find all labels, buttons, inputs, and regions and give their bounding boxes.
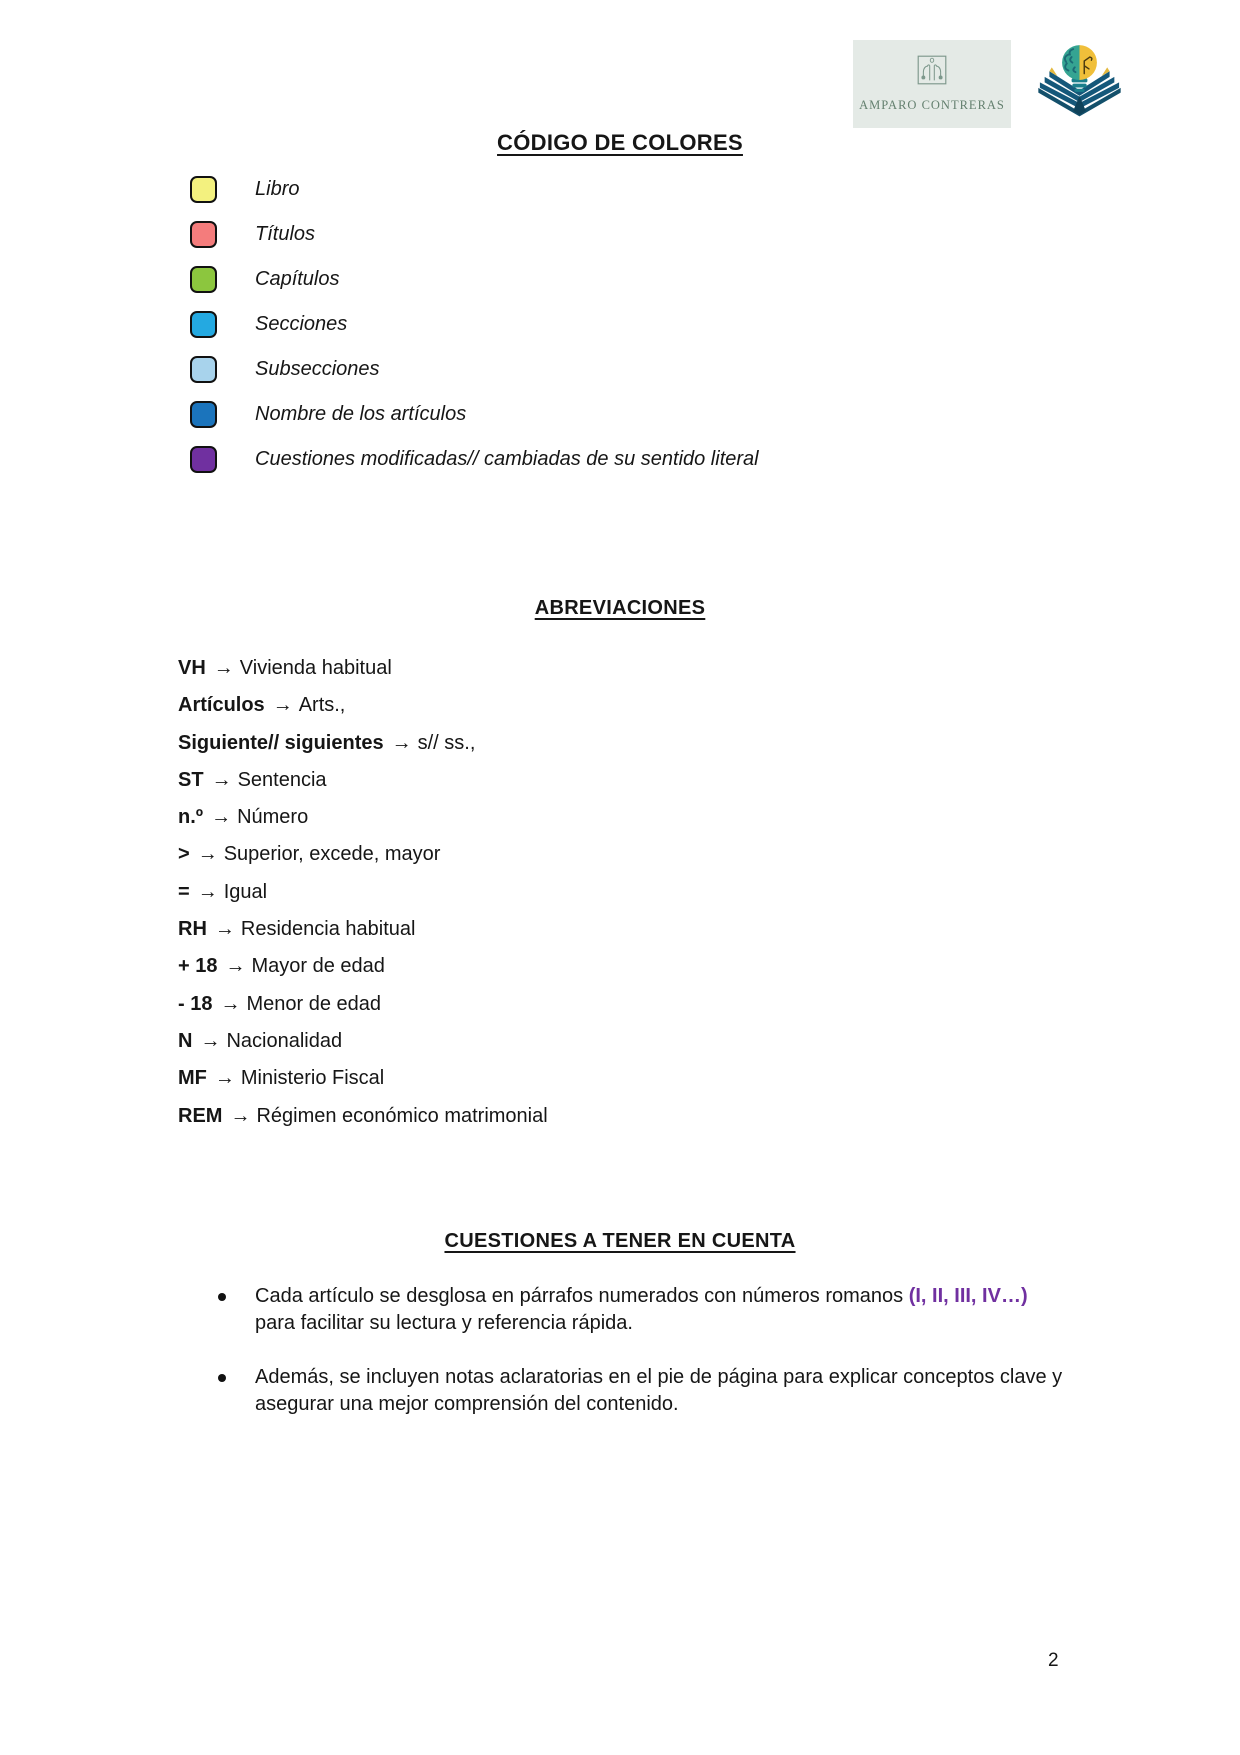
abbrev-meaning: Menor de edad bbox=[246, 992, 382, 1015]
abbrev-row-superior bbox=[178, 836, 548, 873]
abbrev-row-mf bbox=[178, 1060, 548, 1097]
arrow-icon: → bbox=[213, 657, 234, 679]
arrow-icon: → bbox=[214, 918, 235, 941]
abbrev-meaning: Arts., bbox=[298, 694, 346, 717]
legend-label: Títulos bbox=[255, 223, 316, 245]
legend-row-modificadas bbox=[190, 446, 759, 473]
arrow-icon: → bbox=[391, 731, 412, 754]
legend-row-subsecciones bbox=[190, 356, 759, 383]
abbrev-term: N bbox=[178, 1029, 193, 1052]
legend-row-libro bbox=[190, 176, 759, 203]
abbrev-meaning: Igual bbox=[223, 880, 268, 903]
arrow-icon: → bbox=[197, 880, 218, 903]
abbrev-meaning: Superior, excede, mayor bbox=[223, 843, 441, 866]
note-text bbox=[255, 1283, 1070, 1337]
abbrev-meaning: Régimen económico matrimonial bbox=[256, 1104, 548, 1127]
note-segment: Además, se incluyen notas aclaratorias en el pie de página para explicar conceptos clave y asegurar una mejor comprensión del contenido. bbox=[255, 1366, 1063, 1415]
abbrev-meaning: Residencia habitual bbox=[240, 918, 416, 941]
legend-label: Nombre de los artículos bbox=[255, 403, 467, 425]
color-swatch-subsecciones bbox=[190, 356, 217, 383]
arrow-icon: → bbox=[225, 955, 246, 978]
note-bullet-2 bbox=[218, 1364, 1078, 1418]
abbrev-meaning: Sentencia bbox=[237, 768, 327, 791]
abbrev-meaning: Número bbox=[237, 806, 309, 829]
note-bullet-1 bbox=[218, 1283, 1078, 1337]
abbrev-term: = bbox=[178, 880, 190, 903]
color-legend bbox=[190, 176, 759, 491]
note-segment: Cada artículo se desglosa en párrafos numerados con números romanos bbox=[255, 1285, 909, 1307]
legend-label: Libro bbox=[255, 178, 300, 200]
abbrev-term: Siguiente// siguientes bbox=[178, 731, 384, 754]
abbrev-term: MF bbox=[178, 1067, 207, 1090]
notes-title bbox=[0, 1230, 1240, 1253]
abbrev-row-numero bbox=[178, 799, 548, 836]
legend-row-titulos bbox=[190, 221, 759, 248]
abbrev-meaning: s// ss., bbox=[417, 731, 476, 754]
abbrev-row-mayor-edad bbox=[178, 948, 548, 985]
abbrev-term: Artículos bbox=[178, 694, 265, 717]
abbrev-term: n.º bbox=[178, 806, 204, 829]
bullet-dot-icon bbox=[218, 1293, 226, 1301]
abbrev-row-siguiente bbox=[178, 725, 548, 762]
abbrev-meaning: Ministerio Fiscal bbox=[240, 1067, 385, 1090]
arrow-icon: → bbox=[211, 806, 232, 829]
note-segment-accent: (I, II, III, IV…) bbox=[908, 1285, 1028, 1307]
abbrev-meaning: Vivienda habitual bbox=[239, 657, 392, 679]
abbrev-term: RH bbox=[178, 918, 207, 941]
brain-bulb-book-icon bbox=[1032, 30, 1127, 130]
arrow-icon: → bbox=[230, 1104, 251, 1127]
legend-row-articulos bbox=[190, 401, 759, 428]
abbrev-row-rh bbox=[178, 911, 548, 948]
abbrev-term: VH bbox=[178, 657, 206, 679]
arrow-icon: → bbox=[197, 843, 218, 866]
abbrev-term: - 18 bbox=[178, 992, 213, 1015]
color-swatch-secciones bbox=[190, 311, 217, 338]
page-title bbox=[0, 130, 1240, 156]
note-text bbox=[255, 1364, 1070, 1418]
arrow-icon: → bbox=[272, 694, 293, 717]
brain-bulb-book-logo bbox=[1032, 30, 1127, 130]
abbrev-term: REM bbox=[178, 1104, 223, 1127]
notes-title-text: CUESTIONES A TENER EN CUENTA bbox=[444, 1230, 796, 1252]
abbreviations-title bbox=[0, 597, 1240, 620]
arrow-icon: → bbox=[214, 1067, 235, 1090]
abbrev-term: > bbox=[178, 843, 190, 866]
arrow-icon: → bbox=[211, 768, 232, 791]
abbrev-row-menor-edad bbox=[178, 986, 548, 1023]
note-segment: para facilitar su lectura y referencia rápida. bbox=[255, 1312, 633, 1334]
abbrev-meaning: Nacionalidad bbox=[226, 1029, 343, 1052]
abbrev-row-nacionalidad bbox=[178, 1023, 548, 1060]
scales-icon bbox=[909, 47, 955, 93]
legend-label: Cuestiones modificadas// cambiadas de su sentido literal bbox=[255, 448, 759, 470]
abbrev-row-rem bbox=[178, 1098, 548, 1135]
abbreviations-list bbox=[178, 650, 548, 1135]
amparo-contreras-logo bbox=[853, 40, 1011, 128]
abbrev-term: + 18 bbox=[178, 955, 218, 978]
amparo-logo-label: AMPARO CONTRERAS bbox=[859, 98, 1005, 112]
abbrev-meaning: Mayor de edad bbox=[251, 955, 385, 978]
color-swatch-articulos bbox=[190, 401, 217, 428]
legend-row-secciones bbox=[190, 311, 759, 338]
color-swatch-modificadas bbox=[190, 446, 217, 473]
legend-label: Secciones bbox=[255, 313, 348, 335]
bullet-dot-icon bbox=[218, 1374, 226, 1382]
arrow-icon: → bbox=[220, 992, 241, 1015]
notes-list bbox=[218, 1283, 1078, 1445]
arrow-icon: → bbox=[200, 1029, 221, 1052]
color-swatch-titulos bbox=[190, 221, 217, 248]
abbrev-row-articulos bbox=[178, 687, 548, 724]
color-swatch-capitulos bbox=[190, 266, 217, 293]
abbrev-row-igual bbox=[178, 874, 548, 911]
legend-row-capitulos bbox=[190, 266, 759, 293]
page-title-text: CÓDIGO DE COLORES bbox=[497, 130, 743, 155]
abbrev-row-st bbox=[178, 762, 548, 799]
legend-label: Subsecciones bbox=[255, 358, 380, 380]
abbreviations-title-text: ABREVIACIONES bbox=[534, 597, 706, 619]
page-number: 2 bbox=[1048, 1650, 1059, 1671]
legend-label: Capítulos bbox=[255, 268, 340, 290]
abbrev-row-vh bbox=[178, 650, 548, 687]
color-swatch-libro bbox=[190, 176, 217, 203]
abbrev-term: ST bbox=[178, 768, 204, 791]
